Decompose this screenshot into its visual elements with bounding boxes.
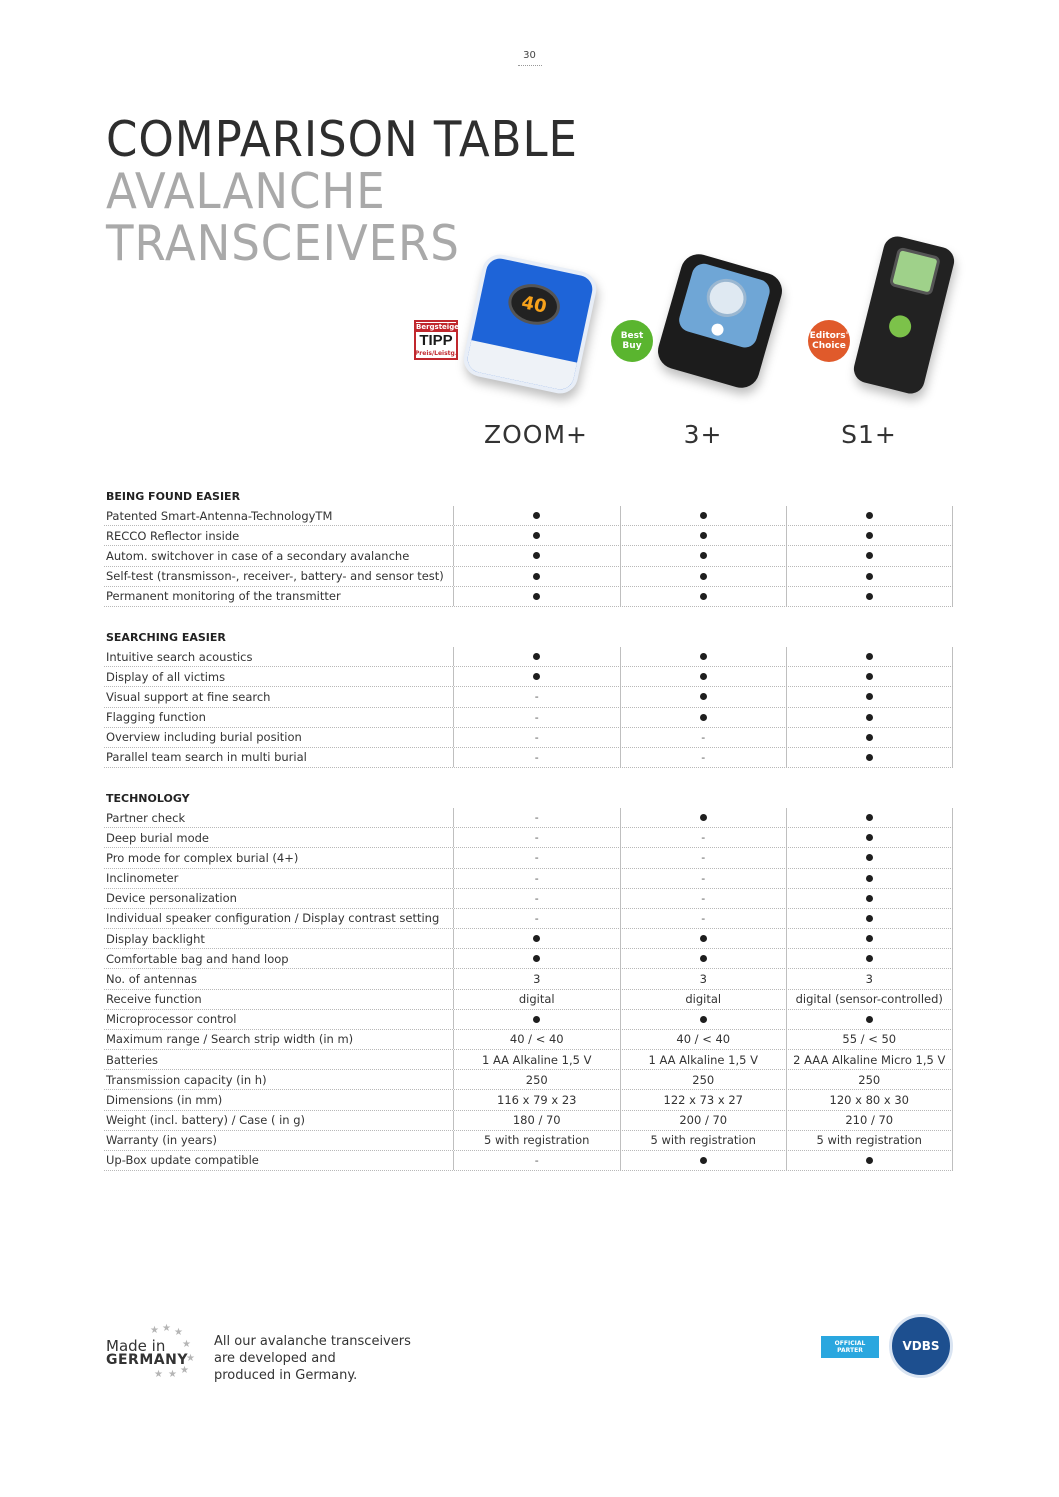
available-dot-icon [866, 714, 873, 721]
table-cell [620, 909, 787, 928]
device-display [702, 274, 751, 322]
table-row [104, 1030, 953, 1050]
cell-value: 210 / 70 [845, 1113, 894, 1128]
table-cell [453, 587, 620, 606]
cell-value: 250 [692, 1072, 715, 1087]
table-row [104, 889, 953, 909]
table-cell [620, 506, 787, 525]
table-cell [786, 1010, 953, 1029]
page-number: 30 [523, 50, 536, 61]
available-dot-icon [866, 834, 873, 841]
not-available-dash: - [701, 891, 706, 905]
star-icon: ★ [186, 1353, 195, 1364]
table-cell [620, 949, 787, 968]
cell-value: 55 / < 50 [842, 1032, 897, 1047]
table-cell [453, 748, 620, 767]
available-dot-icon [866, 935, 873, 942]
table-cell [620, 990, 787, 1009]
table-row [104, 728, 953, 748]
badge-top-text: Bergsteiger [416, 323, 463, 331]
title-line-1: COMPARISON TABLE [106, 111, 578, 168]
table-cell [620, 708, 787, 727]
table-row [104, 667, 953, 687]
table-cell [786, 647, 953, 666]
table-cell [453, 869, 620, 888]
table-cell [786, 546, 953, 565]
cell-value: 180 / 70 [512, 1113, 561, 1128]
table-row [104, 909, 953, 929]
table-cell [620, 1010, 787, 1029]
cell-value: 3 [865, 971, 873, 986]
product-name-zoom-plus: ZOOM+ [484, 420, 588, 449]
row-label: Maximum range / Search strip width (in m) [106, 1032, 354, 1047]
bergsteiger-tipp-badge [414, 320, 463, 360]
table-row [104, 567, 953, 587]
table-cell [786, 1070, 953, 1089]
table-cell [786, 687, 953, 706]
table-row [104, 687, 953, 707]
table-row [104, 828, 953, 848]
cell-value: 200 / 70 [679, 1113, 728, 1128]
available-dot-icon [866, 955, 873, 962]
table-cell [620, 1111, 787, 1130]
table-cell [786, 506, 953, 525]
available-dot-icon [866, 653, 873, 660]
device-base [465, 340, 577, 392]
star-icon: ★ [150, 1325, 159, 1336]
section-title: TECHNOLOGY [106, 792, 190, 805]
table-cell [786, 969, 953, 988]
table-cell [453, 708, 620, 727]
table-row [104, 949, 953, 969]
not-available-dash: - [534, 891, 539, 905]
available-dot-icon [700, 693, 707, 700]
cell-value: 116 x 79 x 23 [497, 1092, 577, 1107]
table-cell [620, 1131, 787, 1150]
row-label: Patented Smart-Antenna-TechnologyTM [106, 508, 333, 523]
table-cell [786, 567, 953, 586]
row-label: Transmission capacity (in h) [106, 1072, 267, 1087]
badge-sub-text: Preis/Leistg. [414, 350, 458, 357]
table-row [104, 1050, 953, 1070]
available-dot-icon [533, 935, 540, 942]
cell-value: 250 [858, 1072, 881, 1087]
footer-line-3: produced in Germany. [214, 1368, 358, 1383]
vdbs-partner-logo [821, 1314, 957, 1378]
table-cell [620, 1090, 787, 1109]
available-dot-icon [700, 1157, 707, 1164]
footer-line-1: All our avalanche transceivers [214, 1334, 411, 1349]
row-label: Individual speaker configuration / Display contrast setting [106, 911, 440, 926]
footer-note [214, 1333, 414, 1384]
star-icon: ★ [168, 1369, 177, 1380]
row-label: RECCO Reflector inside [106, 528, 240, 543]
available-dot-icon [866, 593, 873, 600]
germany-text: GERMANY [106, 1352, 188, 1368]
cell-value: 3 [533, 971, 541, 986]
badge-line-1: Editors' [809, 331, 849, 341]
table-cell [453, 929, 620, 948]
star-icon: ★ [162, 1323, 171, 1334]
table-row [104, 969, 953, 989]
table-row [104, 506, 953, 526]
cell-value: 1 AA Alkaline 1,5 V [648, 1052, 758, 1067]
table-cell [620, 869, 787, 888]
table-cell [453, 949, 620, 968]
row-label: Visual support at fine search [106, 689, 271, 704]
row-label: Up-Box update compatible [106, 1153, 259, 1168]
row-label: Partner check [106, 810, 186, 825]
available-dot-icon [533, 673, 540, 680]
table-cell [786, 869, 953, 888]
table-cell [620, 1030, 787, 1049]
star-icon: ★ [182, 1339, 191, 1350]
not-available-dash: - [534, 730, 539, 744]
table-cell [620, 1070, 787, 1089]
table-cell [786, 808, 953, 827]
available-dot-icon [866, 895, 873, 902]
not-available-dash: - [534, 690, 539, 704]
badge-line-2: Choice [812, 341, 846, 351]
cell-value: 5 with registration [484, 1133, 590, 1148]
available-dot-icon [700, 573, 707, 580]
table-cell [786, 889, 953, 908]
device-button [887, 313, 914, 340]
not-available-dash: - [701, 750, 706, 764]
row-label: Self-test (transmisson-, receiver-, battery- and sensor test) [106, 569, 444, 584]
available-dot-icon [700, 512, 707, 519]
section-title: SEARCHING EASIER [106, 631, 226, 644]
available-dot-icon [533, 552, 540, 559]
table-cell [453, 889, 620, 908]
row-label: Display backlight [106, 931, 205, 946]
made-in-germany-logo [106, 1325, 198, 1381]
table-cell [620, 969, 787, 988]
not-available-dash: - [701, 730, 706, 744]
table-row [104, 990, 953, 1010]
table-cell [453, 1151, 620, 1170]
device-display [889, 247, 941, 296]
cell-value: 120 x 80 x 30 [829, 1092, 909, 1107]
cell-value: 5 with registration [816, 1133, 922, 1148]
available-dot-icon [866, 854, 873, 861]
table-row [104, 708, 953, 728]
table-cell [620, 889, 787, 908]
available-dot-icon [700, 955, 707, 962]
cell-value: 122 x 73 x 27 [663, 1092, 743, 1107]
table-cell [453, 909, 620, 928]
table-cell [453, 1131, 620, 1150]
table-cell [786, 909, 953, 928]
table-cell [786, 708, 953, 727]
cell-value: 2 AAA Alkaline Micro 1,5 V [793, 1052, 946, 1067]
cell-value: digital (sensor-controlled) [795, 992, 943, 1007]
star-icon: ★ [174, 1327, 183, 1338]
table-cell [453, 567, 620, 586]
row-label: Intuitive search acoustics [106, 649, 253, 664]
table-cell [620, 587, 787, 606]
available-dot-icon [700, 653, 707, 660]
page-number-rule [518, 65, 542, 66]
table-cell [453, 1010, 620, 1029]
available-dot-icon [866, 1016, 873, 1023]
not-available-dash: - [534, 851, 539, 865]
table-row [104, 848, 953, 868]
table-row [104, 1131, 953, 1151]
available-dot-icon [700, 532, 707, 539]
cell-value: 5 with registration [650, 1133, 756, 1148]
table-cell [453, 526, 620, 545]
cell-value: 40 / < 40 [676, 1032, 731, 1047]
table-cell [786, 1050, 953, 1069]
cell-value: 250 [525, 1072, 548, 1087]
not-available-dash: - [534, 831, 539, 845]
available-dot-icon [533, 1016, 540, 1023]
table-cell [620, 1151, 787, 1170]
table-cell [620, 929, 787, 948]
page-title [106, 111, 619, 272]
device-button [710, 322, 725, 337]
table-row [104, 1151, 953, 1171]
table-cell [620, 1050, 787, 1069]
table-cell [453, 546, 620, 565]
table-cell [453, 828, 620, 847]
available-dot-icon [866, 915, 873, 922]
product-name-s1-plus: S1+ [841, 420, 897, 449]
cell-value: digital [685, 992, 722, 1007]
available-dot-icon [866, 573, 873, 580]
available-dot-icon [866, 754, 873, 761]
table-cell [620, 828, 787, 847]
row-label: Deep burial mode [106, 830, 209, 845]
table-cell [620, 848, 787, 867]
table-cell [620, 546, 787, 565]
available-dot-icon [700, 552, 707, 559]
table-cell [786, 667, 953, 686]
table-cell [620, 647, 787, 666]
available-dot-icon [700, 714, 707, 721]
table-cell [453, 808, 620, 827]
table-row [104, 1010, 953, 1030]
table-cell [453, 1090, 620, 1109]
table-row [104, 526, 953, 546]
not-available-dash: - [534, 811, 539, 825]
row-label: No. of antennas [106, 971, 198, 986]
table-cell [786, 828, 953, 847]
not-available-dash: - [701, 851, 706, 865]
table-cell [453, 1050, 620, 1069]
available-dot-icon [866, 552, 873, 559]
row-label: Overview including burial position [106, 730, 302, 745]
table-cell [453, 1111, 620, 1130]
available-dot-icon [700, 673, 707, 680]
table-cell [786, 1131, 953, 1150]
table-cell [453, 687, 620, 706]
not-available-dash: - [534, 911, 539, 925]
not-available-dash: - [534, 710, 539, 724]
row-label: Inclinometer [106, 871, 179, 886]
table-cell [453, 667, 620, 686]
cell-value: digital [518, 992, 555, 1007]
available-dot-icon [866, 673, 873, 680]
available-dot-icon [866, 734, 873, 741]
table-row [104, 929, 953, 949]
available-dot-icon [866, 512, 873, 519]
table-cell [786, 587, 953, 606]
three-plus-device-image [654, 250, 786, 392]
table-cell [620, 728, 787, 747]
star-icon: ★ [180, 1365, 189, 1376]
vdbs-seal: VDBS [889, 1314, 953, 1378]
available-dot-icon [866, 875, 873, 882]
table-cell [786, 526, 953, 545]
available-dot-icon [700, 814, 707, 821]
table-cell [453, 1070, 620, 1089]
available-dot-icon [533, 532, 540, 539]
table-row [104, 869, 953, 889]
row-label: Warranty (in years) [106, 1133, 218, 1148]
best-buy-badge [611, 320, 653, 362]
row-label: Pro mode for complex burial (4+) [106, 850, 299, 865]
table-cell [620, 526, 787, 545]
table-row [104, 647, 953, 667]
available-dot-icon [533, 955, 540, 962]
table-cell [786, 929, 953, 948]
title-line-2: AVALANCHE [106, 163, 386, 220]
table-cell [786, 728, 953, 747]
row-label: Autom. switchover in case of a secondary avalanche [106, 548, 410, 563]
row-label: Parallel team search in multi burial [106, 750, 307, 765]
table-row [104, 748, 953, 768]
table-row [104, 1070, 953, 1090]
cell-value: 3 [699, 971, 707, 986]
not-available-dash: - [701, 911, 706, 925]
editors-choice-badge [808, 320, 850, 362]
table-row [104, 1111, 953, 1131]
row-label: Weight (incl. battery) / Case ( in g) [106, 1113, 306, 1128]
available-dot-icon [533, 573, 540, 580]
made-in-text: Made in [106, 1337, 166, 1355]
s1-plus-device-image [851, 234, 957, 397]
table-cell [453, 969, 620, 988]
table-cell [786, 848, 953, 867]
cell-value: 40 / < 40 [509, 1032, 564, 1047]
not-available-dash: - [534, 750, 539, 764]
not-available-dash: - [701, 871, 706, 885]
title-line-3: TRANSCEIVERS [106, 215, 460, 272]
table-cell [620, 808, 787, 827]
row-label: Dimensions (in mm) [106, 1092, 223, 1107]
device-panel [676, 261, 772, 350]
footer-line-2: are developed and [214, 1351, 336, 1366]
table-cell [620, 748, 787, 767]
row-label: Flagging function [106, 710, 206, 725]
not-available-dash: - [534, 871, 539, 885]
star-icon: ★ [154, 1369, 163, 1380]
badge-line-2: Buy [622, 341, 642, 351]
table-cell [453, 1030, 620, 1049]
table-cell [786, 949, 953, 968]
table-cell [786, 1030, 953, 1049]
table-cell [620, 667, 787, 686]
row-label: Permanent monitoring of the transmitter [106, 589, 341, 604]
available-dot-icon [533, 653, 540, 660]
table-cell [786, 1151, 953, 1170]
row-label: Receive function [106, 992, 202, 1007]
table-row [104, 808, 953, 828]
available-dot-icon [700, 1016, 707, 1023]
table-cell [453, 990, 620, 1009]
row-label: Microprocessor control [106, 1012, 237, 1027]
not-available-dash: - [701, 831, 706, 845]
not-available-dash: - [534, 1153, 539, 1167]
available-dot-icon [866, 814, 873, 821]
zoom-plus-device-image [460, 251, 599, 396]
available-dot-icon [533, 512, 540, 519]
table-cell [453, 647, 620, 666]
table-cell [786, 990, 953, 1009]
available-dot-icon [866, 1157, 873, 1164]
table-cell [453, 848, 620, 867]
table-cell [453, 728, 620, 747]
table-cell [453, 506, 620, 525]
available-dot-icon [700, 593, 707, 600]
row-label: Batteries [106, 1052, 159, 1067]
available-dot-icon [533, 593, 540, 600]
section-title: BEING FOUND EASIER [106, 490, 241, 503]
table-row [104, 546, 953, 566]
table-cell [786, 748, 953, 767]
badge-main-text: TIPP [419, 332, 453, 349]
badge-line-1: Best [620, 331, 644, 341]
available-dot-icon [866, 532, 873, 539]
available-dot-icon [700, 935, 707, 942]
official-partner-label: OFFICIAL PARTER [821, 1336, 879, 1358]
table-row [104, 1090, 953, 1110]
table-cell [620, 687, 787, 706]
row-label: Device personalization [106, 891, 237, 906]
table-cell [786, 1111, 953, 1130]
table-cell [786, 1090, 953, 1109]
device-display: 40 [505, 279, 564, 329]
row-label: Display of all victims [106, 669, 226, 684]
row-label: Comfortable bag and hand loop [106, 951, 289, 966]
table-row [104, 587, 953, 607]
cell-value: 1 AA Alkaline 1,5 V [482, 1052, 592, 1067]
product-name-three-plus: 3+ [683, 420, 723, 449]
available-dot-icon [866, 693, 873, 700]
table-cell [620, 567, 787, 586]
